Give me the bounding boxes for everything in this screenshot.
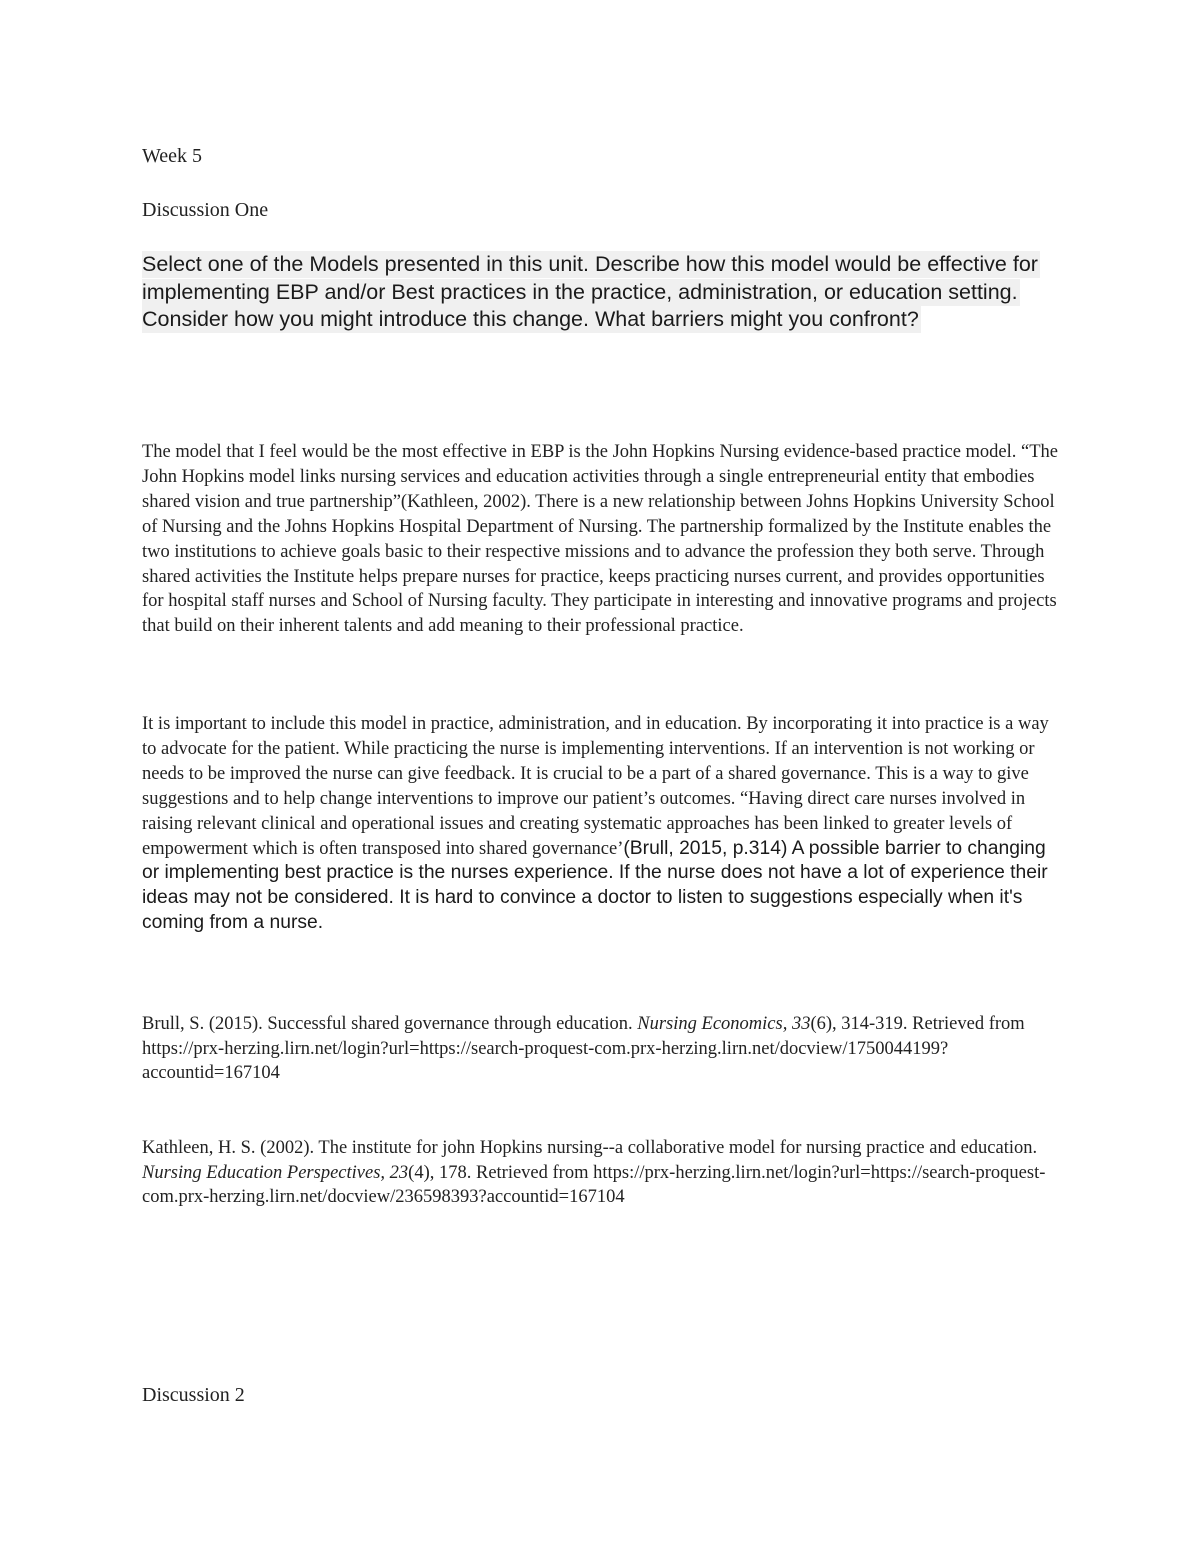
- week-heading: Week 5: [142, 145, 203, 167]
- reference-brull-journal: Nursing Economics, 33: [637, 1014, 811, 1034]
- reference-kathleen-authors-title: Kathleen, H. S. (2002). The institute for john Hopkins nursing--a collaborative model for nursing practice and education.: [142, 1138, 1038, 1158]
- discussion-two-heading: Discussion 2: [142, 1384, 245, 1406]
- response-paragraph-2: [142, 712, 1064, 936]
- discussion-one-heading: Discussion One: [142, 199, 269, 221]
- reference-brull-authors-title: Brull, S. (2015). Successful shared governance through education.: [142, 1014, 638, 1034]
- reference-kathleen-details: (4), 178. Retrieved from https://prx-herzing.lirn.net/login?url=https://search-proquest-com.prx-herzing.lirn.net/docview/236598393?accountid=167104: [142, 1162, 1046, 1207]
- reference-brull-details: (6), 314-319. Retrieved from https://prx-herzing.lirn.net/login?url=https://search-proquest-com.prx-herzing.lirn.net/docview/1750044199?accountid=167104: [142, 1014, 1025, 1083]
- reference-kathleen-journal: Nursing Education Perspectives, 23: [142, 1162, 409, 1183]
- reference-brull: [142, 1012, 1060, 1086]
- reference-kathleen: [142, 1136, 1060, 1210]
- response-paragraph-2-sans-text: (Brull, 2015, p.314) A possible barrier to changing or implementing best practice is the nurses experience. If the nurse does not have a lot of experience their ideas may not be considered. It is hard to convince a doctor to listen to suggestions especially when it's coming from a nurse.: [142, 837, 1048, 934]
- response-paragraph-2-serif-text: It is important to include this model in practice, administration, and in education. By incorporating it into practice is a way to advocate for the patient. While practicing the nurse is implementing interventions. If an intervention is not working or needs to be improved the nurse can give feedback. It is crucial to be a part of a shared governance. This is a way to give suggestions and to help change interventions to improve our patient’s outcomes. “Having direct care nurses involved in raising relevant clinical and operational issues and creating systematic approaches has been linked to greater levels of empowerment which is often transposed into shared governance’: [142, 714, 1049, 859]
- discussion-prompt: [142, 251, 1052, 334]
- response-paragraph-1: The model that I feel would be the most effective in EBP is the John Hopkins Nursing evidence-based practice model. “The John Hopkins model links nursing services and education activities through a single entrepreneurial entity that embodies shared vision and true partnership”(Kathleen, 2002). There is a new relationship between Johns Hopkins University School of Nursing and the Johns Hopkins Hospital Department of Nursing. The partnership formalized by the Institute enables the two institutions to achieve goals basic to their respective missions and to advance the profession they both serve. Through shared activities the Institute helps prepare nurses for practice, keeps practicing nurses current, and provides opportunities for hospital staff nurses and School of Nursing faculty. They participate in interesting and innovative programs and projects that build on their inherent talents and add meaning to their professional practice.: [142, 442, 1059, 637]
- discussion-prompt-text: Select one of the Models presented in this unit. Describe how this model would be effective for implementing EBP and/or Best practices in the practice, administration, or education setting. Consider how you might introduce this change. What barriers might you confront?: [142, 252, 1038, 331]
